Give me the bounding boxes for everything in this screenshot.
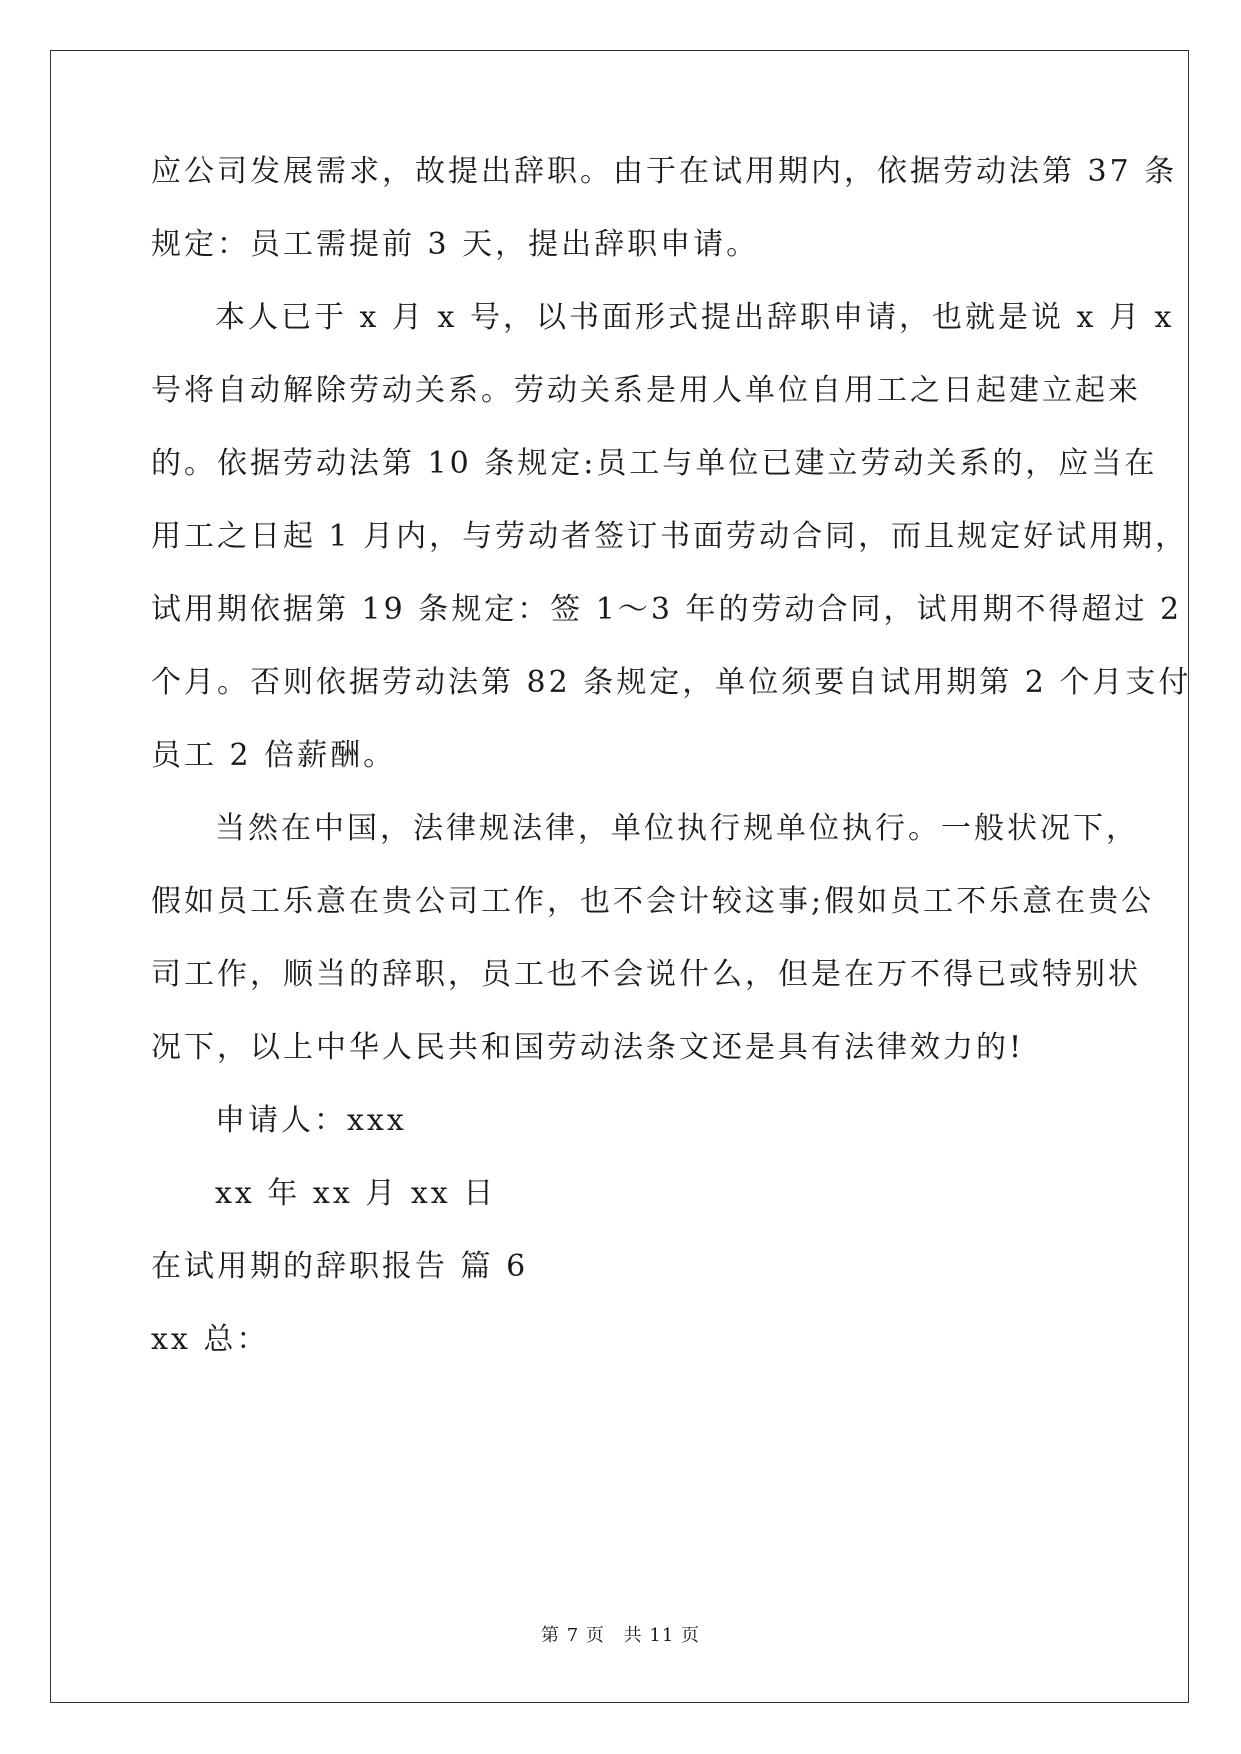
date-line: xx 年 xx 月 xx 日 (215, 1176, 497, 1211)
salutation-line: xx 总： (151, 1322, 270, 1357)
section-heading: 在试用期的辞职报告 篇 6 (151, 1249, 529, 1284)
text-line: 员工 2 倍薪酬。 (151, 738, 397, 773)
text-line: 用工之日起 1 月内，与劳动者签订书面劳动合同，而且规定好试用期， (151, 519, 1189, 554)
text-line: 个月。否则依据劳动法第 82 条规定，单位须要自试用期第 2 个月支付 (151, 665, 1192, 700)
text-line: 试用期依据第 19 条规定：签 1～3 年的劳动合同，试用期不得超过 2 (151, 592, 1183, 627)
applicant-line: 申请人：xxx (215, 1103, 407, 1138)
text-line: 号将自动解除劳动关系。劳动关系是用人单位自用工之日起建立起来 (151, 373, 1141, 408)
text-line: 规定：员工需提前 3 天，提出辞职申请。 (151, 227, 760, 262)
text-line: 当然在中国，法律规法律，单位执行规单位执行。一般状况下， (215, 811, 1139, 846)
text-line: 的。依据劳动法第 10 条规定:员工与单位已建立劳动关系的，应当在 (151, 446, 1158, 481)
total-pages: 共 11 页 (623, 1625, 700, 1646)
text-line: 应公司发展需求，故提出辞职。由于在试用期内，依据劳动法第 37 条 (151, 154, 1178, 189)
text-line: 司工作，顺当的辞职，员工也不会说什么，但是在万不得已或特别状 (151, 957, 1141, 992)
text-line: 况下，以上中华人民共和国劳动法条文还是具有法律效力的! (151, 1030, 1025, 1065)
text-line: 假如员工乐意在贵公司工作，也不会计较这事;假如员工不乐意在贵公 (151, 884, 1155, 919)
page-footer (0, 1624, 1241, 1648)
page-number: 第 7 页 (541, 1625, 605, 1646)
text-line: 本人已于 x 月 x 号，以书面形式提出辞职申请，也就是说 x 月 x (215, 300, 1175, 335)
